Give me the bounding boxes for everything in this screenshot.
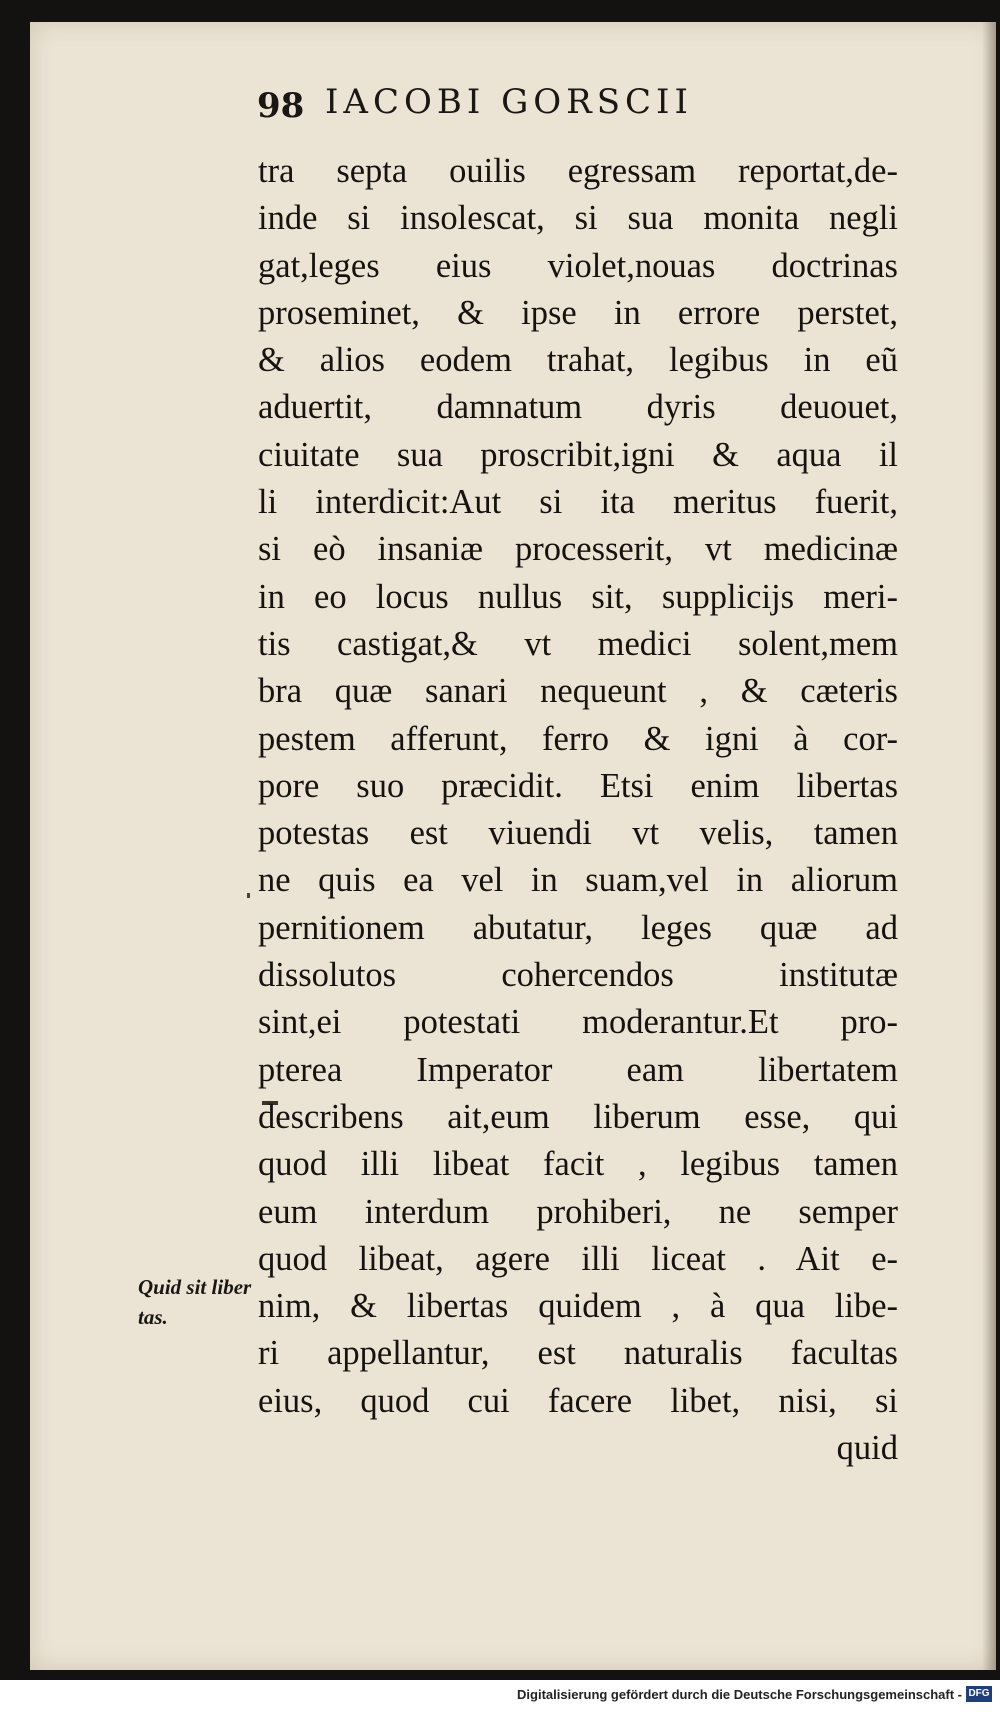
text-line: pestem afferunt, ferro & igni à cor- <box>258 719 898 758</box>
text-line: aduertit, damnatum dyris deuouet, <box>258 388 898 427</box>
catchword: quid <box>836 1429 898 1468</box>
page-number: 98 <box>257 86 305 126</box>
text-line: pterea Imperator eam libertatem <box>258 1050 898 1089</box>
text-line: potestas est viuendi vt velis, tamen <box>258 814 898 853</box>
text-line: si eò insaniæ processerit, vt medicinæ <box>258 530 898 569</box>
text-line: in eo locus nullus sit, supplicijs meri- <box>258 577 898 616</box>
text-line: pore suo præcidit. Etsi enim libertas <box>258 766 898 805</box>
ink-dot-mark <box>247 893 250 898</box>
gutter-shadow <box>982 22 996 1670</box>
page-header <box>257 82 877 142</box>
text-line: eum interdum prohiberi, ne semper <box>258 1192 898 1231</box>
margin-note-line: tas. <box>138 1305 168 1329</box>
text-line: & alios eodem trahat, legibus in eũ <box>258 341 898 380</box>
text-line: pernitionem abutatur, leges quæ ad <box>258 908 898 947</box>
text-line: proseminet, & ipse in errore perstet, <box>258 293 898 332</box>
dfg-logo-icon: DFG <box>966 1686 992 1702</box>
text-line: sint,ei potestati moderantur.Et pro- <box>258 1003 898 1042</box>
text-line: gat,leges eius violet,nouas doctrinas <box>258 246 898 285</box>
margin-note-line: Quid sit liber <box>138 1275 252 1299</box>
text-line: tis castigat,& vt medici solent,mem <box>258 624 898 663</box>
text-line: describens ait,eum liberum esse, qui <box>258 1097 898 1136</box>
margin-note <box>138 1272 253 1332</box>
text-line: tra septa ouilis egressam reportat,de- <box>258 152 898 190</box>
text-line: eius, quod cui facere libet, nisi, si <box>258 1381 898 1420</box>
body-text <box>258 148 898 1472</box>
text-line: nim, & libertas quidem , à qua libe- <box>258 1287 898 1326</box>
digitization-footer <box>0 1680 1000 1715</box>
text-line: ciuitate sua proscribit,igni & aqua il <box>258 435 898 474</box>
text-line: quod libeat, agere illi liceat . Ait e- <box>258 1239 898 1278</box>
funding-credit: Digitalisierung gefördert durch die Deutsche Forschungsgemeinschaft - <box>517 1687 962 1702</box>
text-line: inde si insolescat, si sua monita negli <box>258 199 898 238</box>
text-line: bra quæ sanari nequeunt , & cæteris <box>258 672 898 711</box>
running-title: IACOBI GORSCII <box>325 82 693 122</box>
text-line: ne quis ea vel in suam,vel in aliorum <box>258 861 898 900</box>
text-line: ri appellantur, est naturalis facultas <box>258 1334 898 1373</box>
text-line: quod illi libeat facit , legibus tamen <box>258 1145 898 1184</box>
text-line: dissolutos cohercendos institutæ <box>258 956 898 995</box>
text-line: li interdicit:Aut si ita meritus fuerit, <box>258 483 898 522</box>
